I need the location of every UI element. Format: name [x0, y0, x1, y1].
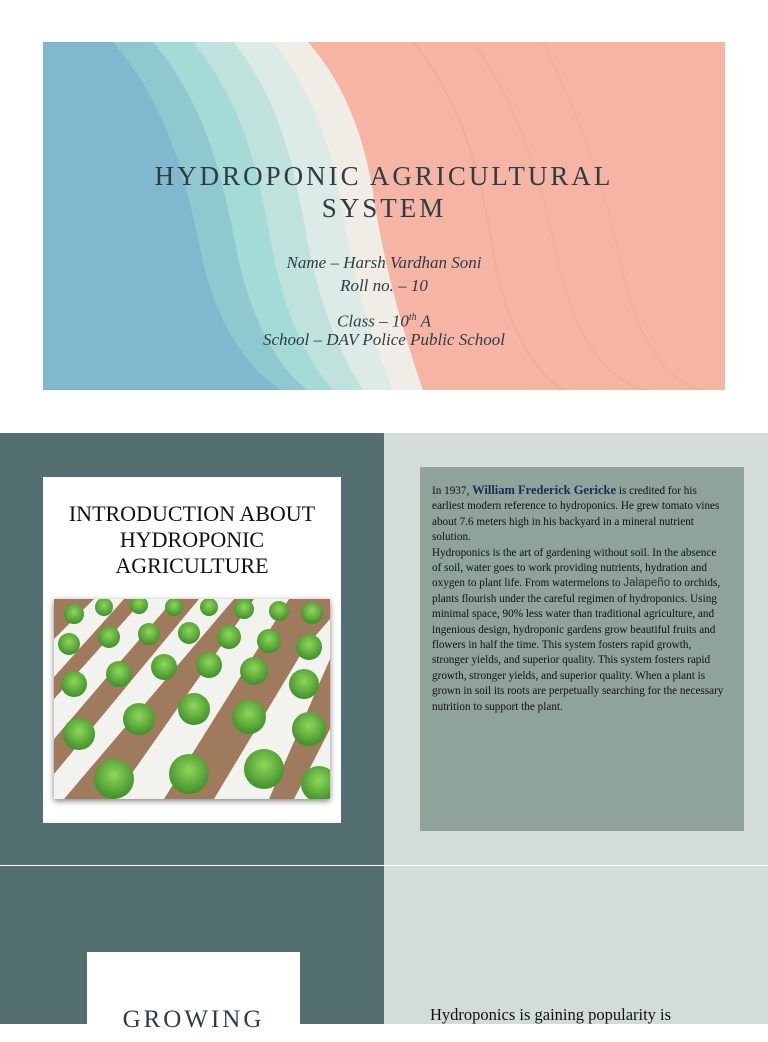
paragraph-hydroponics [432, 546, 728, 715]
class-text: Class – 10 [337, 311, 409, 331]
lettuce-rows-image [54, 599, 330, 799]
intro-slide-right [384, 433, 768, 865]
title-line-1: HYDROPONIC AGRICULTURAL [154, 161, 614, 191]
presentation-title [43, 160, 725, 224]
p2-before: Hydroponics is the art of gardening without soil. In the absence of soil, water goes to work providing nutrients, hydration and oxygen to plant life. From watermelons to [432, 546, 717, 590]
paragraph-gericke [432, 483, 728, 546]
title-slide [43, 42, 725, 390]
p1-before: In 1937, [432, 485, 473, 497]
hydroponic-lettuce-photo [54, 599, 330, 799]
popularity-text: Hydroponics is gaining popularity is [430, 1005, 672, 1024]
gericke-name: William Frederick Gericke [472, 483, 617, 497]
intro-title-line-3: AGRICULTURE [115, 553, 269, 578]
intro-title [43, 501, 341, 579]
student-name: Name – Harsh Vardhan Soni [286, 253, 482, 272]
growing-slide-left [0, 866, 384, 1033]
intro-card [43, 477, 341, 823]
growing-slide-right [384, 866, 768, 1024]
intro-paragraphs [432, 483, 728, 715]
intro-title-line-1: INTRODUCTION ABOUT [68, 501, 316, 526]
roll-number: Roll no. – 10 [340, 276, 428, 295]
title-line-2: SYSTEM [321, 193, 447, 223]
p1-after: is credited for his earliest modern reference to hydroponics. He grew tomato vines about 7.6 meters high in his backyard in a mineral nutrient solution. [432, 485, 720, 544]
intro-title-line-2: HYDROPONIC [119, 527, 265, 552]
intro-text-box [420, 467, 744, 831]
class-section: A [416, 311, 431, 331]
p2-after: to orchids, plants flourish under the careful regimen of hydroponics. Using minimal space, 90% less water than traditional agriculture, and ingenious design, hydroponic gardens grow beautiful fruits and flowers in half the time. This system fosters rapid growth, stronger yields, and superior quality. This system fosters rapid growth, stronger yields, and superior quality. When a plant is grown in soil its roots are perpetually searching for the necessary nutrition to support the plant. [432, 577, 724, 713]
growing-card [87, 952, 300, 1042]
school-name: School – DAV Police Public School [263, 330, 505, 349]
growing-title: GROWING [122, 1006, 265, 1033]
jalapeno-word: Jalapeño [623, 577, 671, 590]
class-superscript: th [408, 312, 417, 323]
intro-slide-left [0, 433, 384, 865]
